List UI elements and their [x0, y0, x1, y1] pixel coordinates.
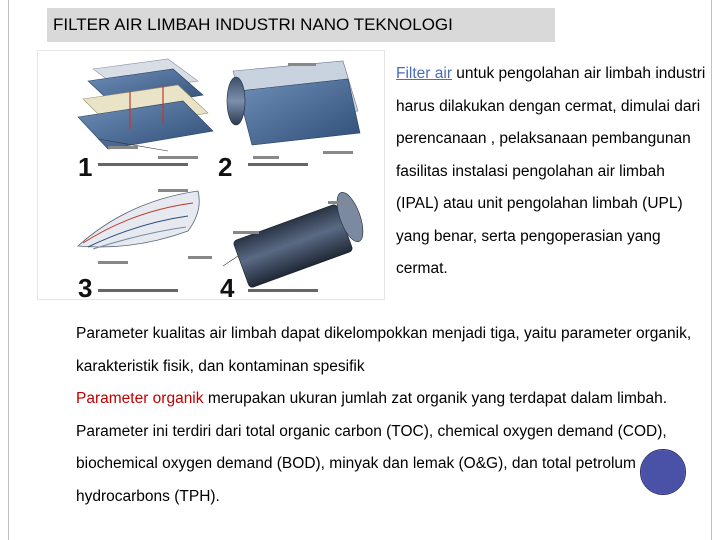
panel-number-4: 4: [220, 273, 235, 299]
panel-4-caption-bar: [248, 289, 318, 292]
panel-2-caption-bar: [248, 163, 308, 166]
panel-number-3: 3: [78, 273, 93, 299]
intro-paragraph: [396, 58, 706, 286]
organic-parameter-text: merupakan ukuran jumlah zat organik yang terdapat dalam limbah. Parameter ini terdiri dari total organic carbon (TOC), chemical oxygen demand (COD), biochemical oxygen demand (BOD), minyak dan lemak (O&G), dan total petrolum hydrocarbons (TPH).: [76, 390, 668, 505]
panel-1-caption-bar: [98, 163, 188, 166]
panel-1-layered-sheets: [78, 59, 213, 159]
panel-3-spiral-wound: [78, 189, 212, 264]
panel-3-caption-bar: [98, 289, 178, 292]
parameter-groups-paragraph: Parameter kualitas air limbah dapat dikelompokkan menjadi tiga, yaitu parameter organik, karakteristik fisik, dan kontaminan spesifik: [76, 325, 692, 375]
slide-title-text: FILTER AIR LIMBAH INDUSTRI NANO TEKNOLOGI: [53, 15, 453, 34]
decorative-circle: [641, 450, 685, 494]
slide-title: [47, 8, 555, 42]
organic-parameter-paragraph: [76, 383, 696, 513]
panel-number-1: 1: [78, 152, 93, 182]
panel-4-membrane-cylinder: [223, 189, 368, 288]
panel-number-2: 2: [218, 152, 233, 182]
slide-border-right: [711, 0, 712, 540]
organic-parameter-highlight: Parameter organik: [76, 390, 204, 407]
filter-air-link[interactable]: Filter air: [396, 65, 452, 82]
membrane-filter-diagram: [37, 50, 385, 300]
intro-paragraph-text: untuk pengolahan air limbah industri harus dilakukan dengan cermat, dimulai dari perencanaan , pelaksanaan pembangunan fasilitas instalasi pengolahan air limbah (IPAL) atau unit pengolahan limbah (UPL) yang benar, serta pengoperasian yang cermat.: [396, 65, 706, 277]
panel-2-rolled-sheets: [227, 61, 360, 159]
slide-border-left: [8, 0, 9, 540]
body-paragraphs: [76, 318, 696, 513]
